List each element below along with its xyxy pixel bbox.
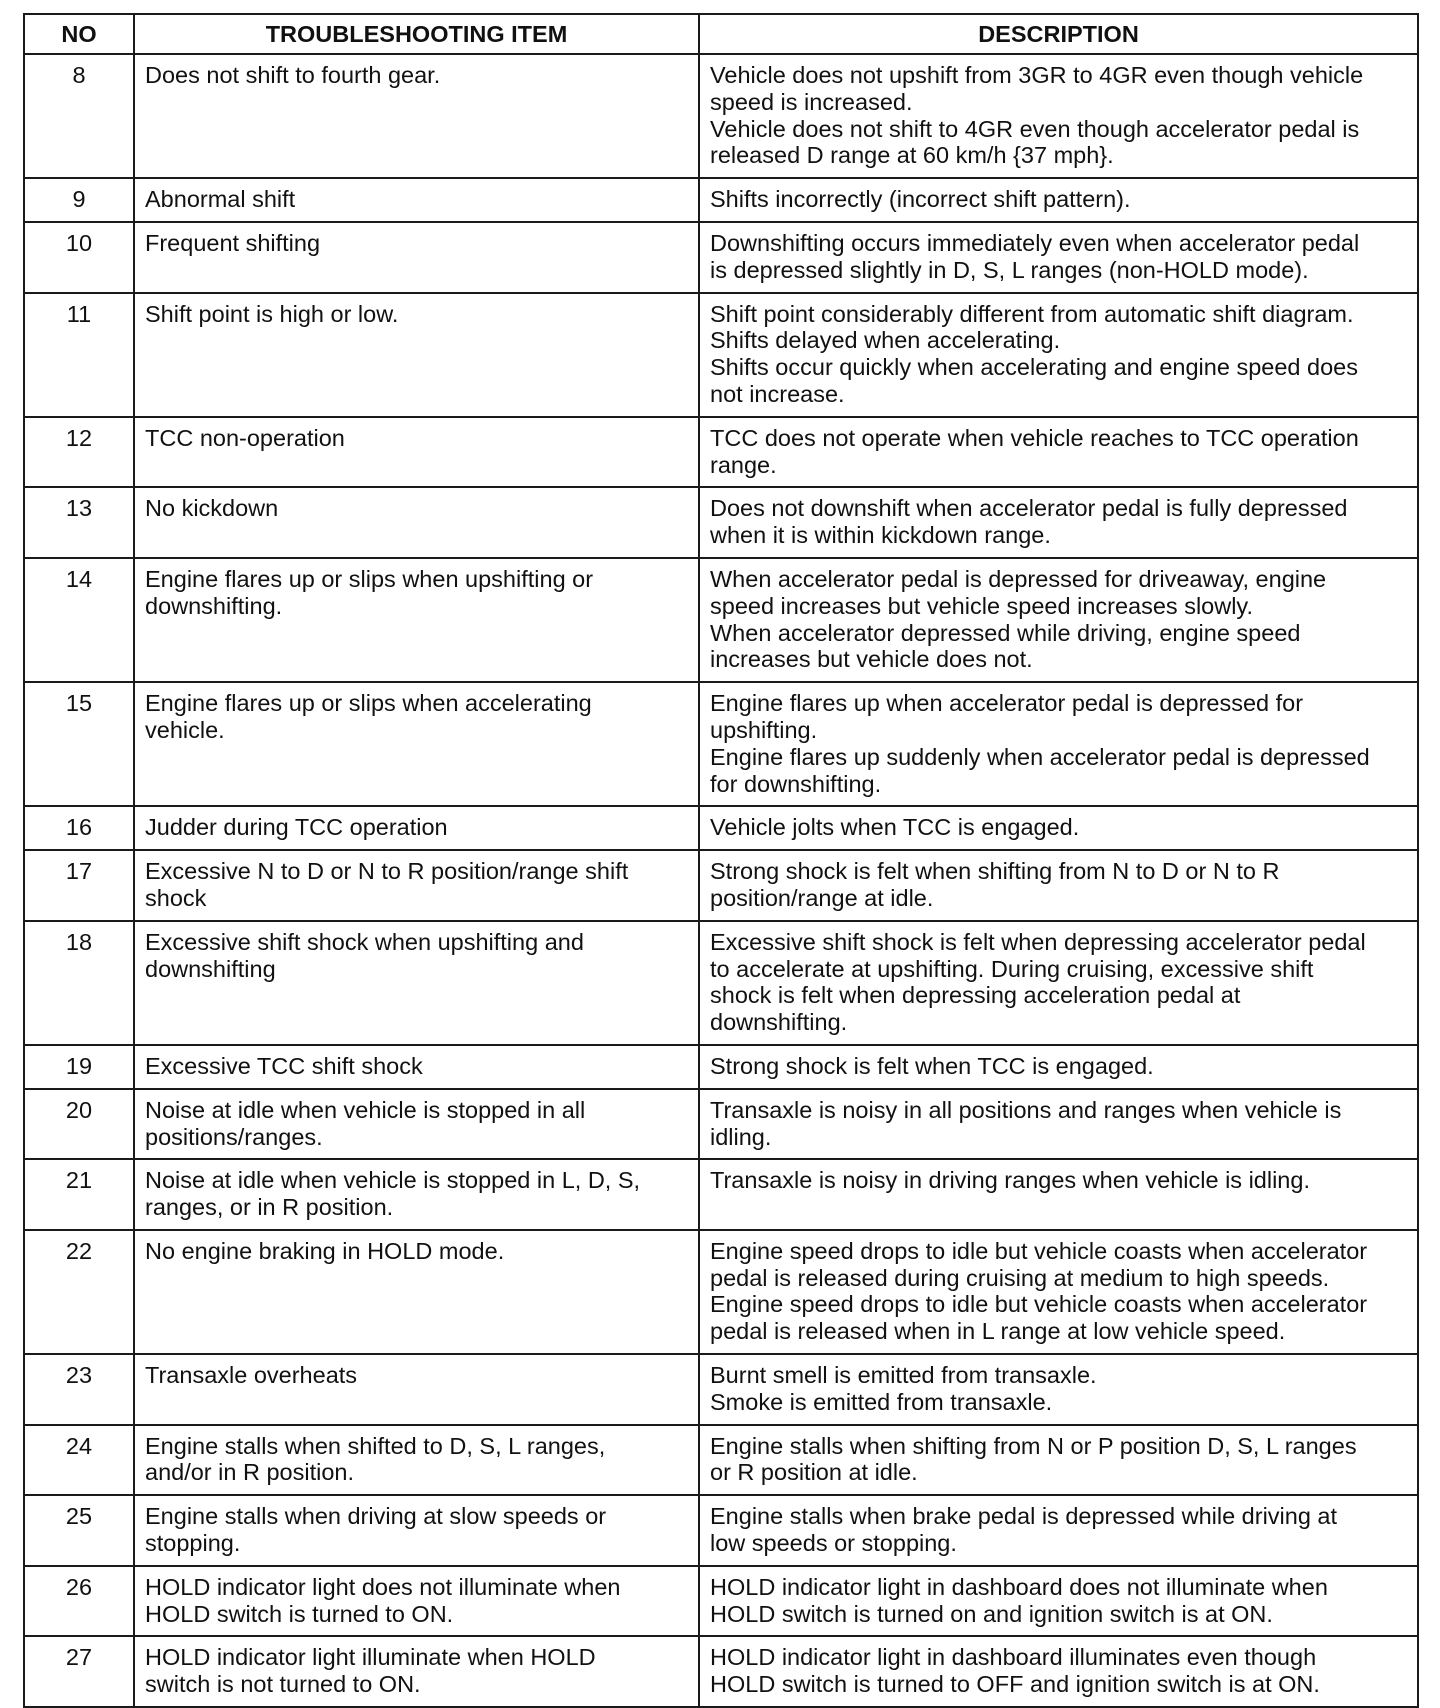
table-row bbox=[24, 1495, 1418, 1566]
troubleshooting-item-text: Abnormal shift bbox=[145, 186, 296, 213]
row-number: 18 bbox=[24, 921, 134, 1045]
description-text: TCC does not operate when vehicle reaches to TCC operation bbox=[710, 424, 1359, 451]
description-text: Excessive shift shock is felt when depressing accelerator pedal bbox=[710, 928, 1366, 955]
table-row bbox=[24, 1230, 1418, 1354]
description-cell bbox=[699, 293, 1418, 417]
table-row bbox=[24, 682, 1418, 806]
description-text: to accelerate at upshifting. During cruising, excessive shift bbox=[710, 955, 1314, 982]
row-number: 8 bbox=[24, 54, 134, 178]
table-row bbox=[24, 921, 1418, 1045]
troubleshooting-item-cell bbox=[134, 417, 699, 488]
troubleshooting-item-text: Noise at idle when vehicle is stopped in all bbox=[145, 1096, 586, 1123]
row-number: 26 bbox=[24, 1566, 134, 1637]
table-row bbox=[24, 54, 1418, 178]
troubleshooting-table bbox=[23, 13, 1419, 1708]
troubleshooting-item-cell bbox=[134, 1636, 699, 1707]
description-cell bbox=[699, 222, 1418, 293]
row-number: 17 bbox=[24, 850, 134, 921]
description-text: increases but vehicle does not. bbox=[710, 646, 1033, 673]
header-no: NO bbox=[24, 14, 134, 54]
table-header-row bbox=[24, 14, 1418, 54]
row-number: 15 bbox=[24, 682, 134, 806]
row-number: 23 bbox=[24, 1354, 134, 1425]
description-text: range. bbox=[710, 451, 777, 478]
description-text: released D range at 60 km/h {37 mph}. bbox=[710, 142, 1114, 169]
description-text: Shifts delayed when accelerating. bbox=[710, 327, 1061, 354]
troubleshooting-item-text: downshifting bbox=[145, 955, 276, 982]
description-cell bbox=[699, 178, 1418, 222]
description-text: Transaxle is noisy in all positions and ranges when vehicle is bbox=[710, 1096, 1342, 1123]
troubleshooting-item-text: ranges, or in R position. bbox=[145, 1194, 394, 1221]
description-cell bbox=[699, 558, 1418, 682]
troubleshooting-item-cell bbox=[134, 1495, 699, 1566]
description-cell bbox=[699, 806, 1418, 850]
description-text: or R position at idle. bbox=[710, 1459, 918, 1486]
description-text: When accelerator pedal is depressed for driveaway, engine bbox=[710, 565, 1327, 592]
description-text: Downshifting occurs immediately even when accelerator pedal bbox=[710, 229, 1360, 256]
description-text: is depressed slightly in D, S, L ranges (non-HOLD mode). bbox=[710, 256, 1309, 283]
table-row bbox=[24, 806, 1418, 850]
troubleshooting-item-cell bbox=[134, 850, 699, 921]
row-number: 22 bbox=[24, 1230, 134, 1354]
description-text: Shifts incorrectly (incorrect shift pattern). bbox=[710, 186, 1131, 213]
description-cell bbox=[699, 682, 1418, 806]
table-row bbox=[24, 1566, 1418, 1637]
description-cell bbox=[699, 417, 1418, 488]
troubleshooting-document bbox=[23, 13, 1417, 1708]
description-text: Engine stalls when shifting from N or P position D, S, L ranges bbox=[710, 1432, 1357, 1459]
row-number: 10 bbox=[24, 222, 134, 293]
troubleshooting-item-cell bbox=[134, 1566, 699, 1637]
description-text: speed increases but vehicle speed increases slowly. bbox=[710, 592, 1253, 619]
troubleshooting-item-cell bbox=[134, 293, 699, 417]
description-text: when it is within kickdown range. bbox=[710, 522, 1051, 549]
troubleshooting-item-cell bbox=[134, 1045, 699, 1089]
description-text: downshifting. bbox=[710, 1009, 848, 1036]
table-row bbox=[24, 1636, 1418, 1707]
table-row bbox=[24, 487, 1418, 558]
troubleshooting-item-cell bbox=[134, 487, 699, 558]
description-cell bbox=[699, 1089, 1418, 1160]
troubleshooting-item-text: TCC non-operation bbox=[145, 424, 345, 451]
row-number: 11 bbox=[24, 293, 134, 417]
troubleshooting-item-text: No engine braking in HOLD mode. bbox=[145, 1237, 505, 1264]
description-text: Vehicle jolts when TCC is engaged. bbox=[710, 814, 1080, 841]
row-number: 9 bbox=[24, 178, 134, 222]
troubleshooting-item-text: shock bbox=[145, 884, 207, 911]
description-text: Burnt smell is emitted from transaxle. bbox=[710, 1362, 1097, 1389]
troubleshooting-item-text: No kickdown bbox=[145, 495, 279, 522]
troubleshooting-item-cell bbox=[134, 222, 699, 293]
description-text: pedal is released during cruising at medium to high speeds. bbox=[710, 1264, 1330, 1291]
header-troubleshooting-item: TROUBLESHOOTING ITEM bbox=[134, 14, 699, 54]
troubleshooting-item-cell bbox=[134, 1089, 699, 1160]
troubleshooting-item-text: Frequent shifting bbox=[145, 229, 321, 256]
description-cell bbox=[699, 1566, 1418, 1637]
troubleshooting-item-cell bbox=[134, 54, 699, 178]
description-text: position/range at idle. bbox=[710, 884, 934, 911]
description-text: shock is felt when depressing acceleration pedal at bbox=[710, 982, 1241, 1009]
row-number: 13 bbox=[24, 487, 134, 558]
troubleshooting-item-cell bbox=[134, 921, 699, 1045]
troubleshooting-item-cell bbox=[134, 178, 699, 222]
troubleshooting-item-text: Noise at idle when vehicle is stopped in L, D, S, bbox=[145, 1167, 641, 1194]
table-row bbox=[24, 1354, 1418, 1425]
description-text: idling. bbox=[710, 1123, 772, 1150]
description-text: not increase. bbox=[710, 380, 845, 407]
description-text: Shifts occur quickly when accelerating and engine speed does bbox=[710, 354, 1358, 381]
description-text: Engine speed drops to idle but vehicle coasts when accelerator bbox=[710, 1237, 1368, 1264]
description-text: Strong shock is felt when TCC is engaged. bbox=[710, 1052, 1154, 1079]
troubleshooting-item-cell bbox=[134, 1354, 699, 1425]
troubleshooting-item-text: Engine flares up or slips when upshifting or bbox=[145, 565, 594, 592]
row-number: 24 bbox=[24, 1425, 134, 1496]
description-cell bbox=[699, 1230, 1418, 1354]
troubleshooting-item-text: vehicle. bbox=[145, 716, 225, 743]
description-cell bbox=[699, 54, 1418, 178]
row-number: 20 bbox=[24, 1089, 134, 1160]
header-description: DESCRIPTION bbox=[699, 14, 1418, 54]
table-row bbox=[24, 1045, 1418, 1089]
troubleshooting-item-text: HOLD indicator light does not illuminate when bbox=[145, 1573, 621, 1600]
description-text: pedal is released when in L range at low vehicle speed. bbox=[710, 1318, 1286, 1345]
troubleshooting-item-text: HOLD switch is turned to ON. bbox=[145, 1600, 454, 1627]
troubleshooting-item-text: Engine flares up or slips when accelerating bbox=[145, 690, 592, 717]
description-text: Vehicle does not shift to 4GR even though accelerator pedal is bbox=[710, 115, 1360, 142]
troubleshooting-item-cell bbox=[134, 1425, 699, 1496]
troubleshooting-item-text: Does not shift to fourth gear. bbox=[145, 62, 441, 88]
description-text: Engine stalls when brake pedal is depressed while driving at bbox=[710, 1503, 1338, 1530]
troubleshooting-item-text: Excessive N to D or N to R position/range shift bbox=[145, 858, 629, 885]
troubleshooting-item-text: Judder during TCC operation bbox=[145, 814, 448, 841]
row-number: 21 bbox=[24, 1159, 134, 1230]
row-number: 27 bbox=[24, 1636, 134, 1707]
row-number: 25 bbox=[24, 1495, 134, 1566]
description-text: HOLD switch is turned on and ignition switch is at ON. bbox=[710, 1600, 1273, 1627]
troubleshooting-item-cell bbox=[134, 1159, 699, 1230]
troubleshooting-item-cell bbox=[134, 558, 699, 682]
troubleshooting-item-cell bbox=[134, 682, 699, 806]
troubleshooting-item-text: Excessive shift shock when upshifting and bbox=[145, 928, 584, 955]
table-row bbox=[24, 850, 1418, 921]
troubleshooting-item-text: Excessive TCC shift shock bbox=[145, 1052, 423, 1079]
table-row bbox=[24, 417, 1418, 488]
troubleshooting-item-text: switch is not turned to ON. bbox=[145, 1671, 421, 1698]
table-row bbox=[24, 558, 1418, 682]
troubleshooting-item-text: positions/ranges. bbox=[145, 1123, 323, 1150]
description-text: Transaxle is noisy in driving ranges when vehicle is idling. bbox=[710, 1167, 1310, 1194]
description-text: Does not downshift when accelerator pedal is fully depressed bbox=[710, 495, 1348, 522]
troubleshooting-item-text: and/or in R position. bbox=[145, 1459, 355, 1486]
description-text: Vehicle does not upshift from 3GR to 4GR even though vehicle bbox=[710, 62, 1364, 88]
description-text: HOLD indicator light in dashboard illuminates even though bbox=[710, 1644, 1317, 1671]
description-text: Strong shock is felt when shifting from N to D or N to R bbox=[710, 858, 1280, 885]
row-number: 19 bbox=[24, 1045, 134, 1089]
description-cell bbox=[699, 1354, 1418, 1425]
description-cell bbox=[699, 921, 1418, 1045]
description-text: Engine flares up suddenly when accelerator pedal is depressed bbox=[710, 743, 1370, 770]
description-cell bbox=[699, 1159, 1418, 1230]
troubleshooting-item-text: Shift point is high or low. bbox=[145, 300, 399, 327]
table-body bbox=[24, 54, 1418, 1707]
description-text: Shift point considerably different from automatic shift diagram. bbox=[710, 300, 1354, 327]
description-text: When accelerator depressed while driving, engine speed bbox=[710, 619, 1301, 646]
table-row bbox=[24, 293, 1418, 417]
description-text: for downshifting. bbox=[710, 770, 882, 797]
troubleshooting-item-text: stopping. bbox=[145, 1530, 241, 1557]
description-text: upshifting. bbox=[710, 716, 818, 743]
troubleshooting-item-cell bbox=[134, 1230, 699, 1354]
troubleshooting-item-text: HOLD indicator light illuminate when HOLD bbox=[145, 1644, 596, 1671]
description-cell bbox=[699, 1425, 1418, 1496]
table-row bbox=[24, 1159, 1418, 1230]
description-text: speed is increased. bbox=[710, 88, 913, 115]
description-text: low speeds or stopping. bbox=[710, 1530, 957, 1557]
row-number: 12 bbox=[24, 417, 134, 488]
troubleshooting-item-text: Transaxle overheats bbox=[145, 1362, 358, 1389]
description-cell bbox=[699, 1045, 1418, 1089]
description-text: HOLD switch is turned to OFF and ignition switch is at ON. bbox=[710, 1671, 1320, 1698]
description-cell bbox=[699, 1495, 1418, 1566]
table-row bbox=[24, 1089, 1418, 1160]
row-number: 14 bbox=[24, 558, 134, 682]
table-row bbox=[24, 222, 1418, 293]
description-cell bbox=[699, 487, 1418, 558]
description-text: Engine speed drops to idle but vehicle coasts when accelerator bbox=[710, 1291, 1368, 1318]
row-number: 16 bbox=[24, 806, 134, 850]
table-row bbox=[24, 178, 1418, 222]
troubleshooting-item-cell bbox=[134, 806, 699, 850]
description-text: Smoke is emitted from transaxle. bbox=[710, 1388, 1053, 1415]
description-text: HOLD indicator light in dashboard does not illuminate when bbox=[710, 1573, 1328, 1600]
description-text: Engine flares up when accelerator pedal is depressed for bbox=[710, 690, 1304, 717]
troubleshooting-item-text: downshifting. bbox=[145, 592, 283, 619]
table-row bbox=[24, 1425, 1418, 1496]
description-cell bbox=[699, 1636, 1418, 1707]
troubleshooting-item-text: Engine stalls when shifted to D, S, L ranges, bbox=[145, 1432, 606, 1459]
troubleshooting-item-text: Engine stalls when driving at slow speeds or bbox=[145, 1503, 607, 1530]
description-cell bbox=[699, 850, 1418, 921]
